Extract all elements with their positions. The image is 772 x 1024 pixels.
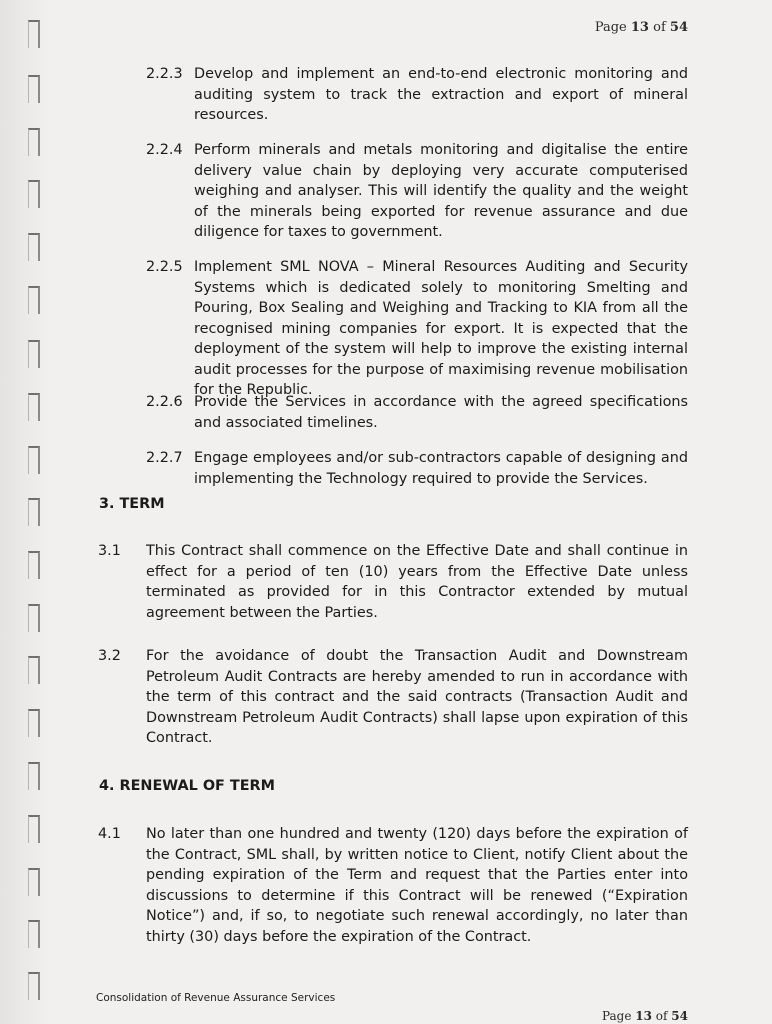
binding-ring xyxy=(28,393,40,421)
binding-ring xyxy=(28,75,40,103)
section-heading-renewal: 4. RENEWAL OF TERM xyxy=(99,778,275,794)
clause-2-2-7 xyxy=(146,448,688,489)
page-current: 13 xyxy=(635,1009,652,1023)
clause-number: 2.2.4 xyxy=(146,142,183,158)
clause-number: 3.2 xyxy=(98,648,121,664)
clause-text: For the avoidance of doubt the Transaction Audit and Downstream Petroleum Audit Contracts are hereby amended to run in accordance with the term of this contract and the said contracts (Transaction Audit and Downstream Petroleum Audit Contracts) shall lapse upon expiration of this Contract. xyxy=(146,648,688,746)
section-heading-term: 3. TERM xyxy=(99,496,165,512)
page-current: 13 xyxy=(630,20,649,35)
page-number-bottom xyxy=(602,1009,688,1023)
page-total: 54 xyxy=(669,20,688,35)
clause-number: 2.2.6 xyxy=(146,394,183,410)
clause-4-1 xyxy=(98,824,688,947)
document-footer: Consolidation of Revenue Assurance Services xyxy=(96,992,336,1004)
clause-2-2-4 xyxy=(146,140,688,243)
clause-2-2-6 xyxy=(146,392,688,433)
page-of: of xyxy=(653,20,666,35)
page-prefix: Page xyxy=(594,20,627,35)
binding-ring xyxy=(28,709,40,737)
page-prefix: Page xyxy=(601,1009,632,1023)
clause-number: 2.2.7 xyxy=(146,450,183,466)
binding-edge xyxy=(0,0,50,1024)
binding-ring xyxy=(28,604,40,632)
clause-2-2-5 xyxy=(146,257,688,401)
clause-text: Implement SML NOVA – Mineral Resources Auditing and Security Systems which is dedicated solely to monitoring Smelting and Pouring, Box Sealing and Weighing and Tracking to KIA from all the recognised mining companies for export. It is expected that the deployment of the system will help to improve the existing internal audit processes for the purpose of maximising revenue mobilisation for the Republic. xyxy=(194,259,688,398)
clause-text: Develop and implement an end-to-end electronic monitoring and auditing system to track the extraction and export of mineral resources. xyxy=(194,66,688,123)
clause-number: 2.2.5 xyxy=(146,259,183,275)
clause-3-1 xyxy=(98,541,688,623)
clause-number: 2.2.3 xyxy=(146,66,183,82)
clause-text: Perform minerals and metals monitoring and digitalise the entire delivery value chain by deploying very accurate computerised weighing and analyser. This will identify the quality and the weight of the minerals being exported for revenue assurance and due diligence for taxes to government. xyxy=(194,142,688,240)
binding-ring xyxy=(28,815,40,843)
clause-text: No later than one hundred and twenty (120) days before the expiration of the Contract, SML shall, by written notice to Client, notify Client about the pending expiration of the Term and request that the Parties enter into discussions to determine if this Contract will be renewed (“Expiration Notice”) and, if so, to negotiate such renewal accordingly, no later than thirty (30) days before the expiration of the Contract. xyxy=(146,826,688,945)
page-of: of xyxy=(655,1009,668,1023)
binding-ring xyxy=(28,340,40,368)
clause-number: 4.1 xyxy=(98,826,121,842)
binding-ring xyxy=(28,446,40,474)
page-number-top xyxy=(595,20,688,35)
clause-number: 3.1 xyxy=(98,543,121,559)
binding-ring xyxy=(28,551,40,579)
clause-text: This Contract shall commence on the Effective Date and shall continue in effect for a period of ten (10) years from the Effective Date unless terminated as provided for in this Contractor extended by mutual agreement between the Parties. xyxy=(146,543,688,621)
binding-ring xyxy=(28,762,40,790)
binding-ring xyxy=(28,180,40,208)
binding-ring xyxy=(28,233,40,261)
binding-ring xyxy=(28,868,40,896)
binding-ring xyxy=(28,128,40,156)
binding-ring xyxy=(28,20,40,48)
binding-ring xyxy=(28,972,40,1000)
clause-2-2-3 xyxy=(146,64,688,126)
clause-text: Provide the Services in accordance with the agreed specifications and associated timelines. xyxy=(194,394,688,431)
binding-ring xyxy=(28,286,40,314)
clause-3-2 xyxy=(98,646,688,749)
binding-ring xyxy=(28,920,40,948)
binding-ring xyxy=(28,498,40,526)
clause-text: Engage employees and/or sub-contractors capable of designing and implementing the Technology required to provide the Services. xyxy=(194,450,688,487)
binding-ring xyxy=(28,656,40,684)
page-total: 54 xyxy=(671,1009,688,1023)
